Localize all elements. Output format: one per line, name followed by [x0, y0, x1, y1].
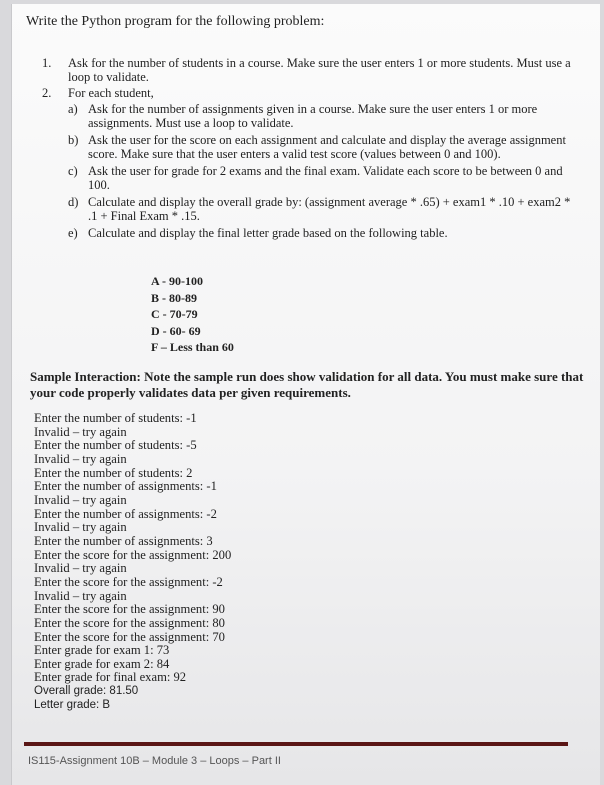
grade-table	[151, 273, 234, 356]
sub-item-text: Ask for the number of assignments given in a course. Make sure the user enters 1 or more assignments. Must use a loop to validate.	[88, 102, 538, 130]
output-line: Enter the score for the assignment: -2	[34, 574, 223, 589]
sub-item-text: Ask the user for grade for 2 exams and the final exam. Validate each score to be between 0 and 100.	[88, 164, 563, 192]
item-number: 1.	[42, 56, 52, 70]
sub-item-text: Ask the user for the score on each assignment and calculate and display the average assignment score. Make sure that the user enters a valid test score (values between 0 and 100).	[88, 133, 566, 161]
output-line: Invalid – try again	[34, 561, 127, 576]
output-line: Enter the number of students: 2	[34, 465, 193, 480]
grade-row: A - 90-100	[151, 274, 203, 288]
page-title: Write the Python program for the following problem:	[26, 14, 325, 29]
grade-row: C - 70-79	[151, 307, 198, 322]
output-line: Enter the number of students: -5	[34, 438, 197, 453]
output-line: Enter the number of assignments: -2	[34, 506, 217, 521]
output-line: Enter the score for the assignment: 200	[34, 547, 232, 562]
sub-item-letter: b)	[68, 133, 79, 147]
grade-row: D - 60- 69	[151, 323, 201, 338]
grade-row: B - 80-89	[151, 290, 197, 305]
output-line: Enter the number of students: -1	[34, 411, 197, 425]
sub-item-letter: d)	[68, 195, 79, 209]
output-line: Enter the score for the assignment: 80	[34, 615, 225, 630]
footer-rule	[24, 742, 568, 746]
sub-item	[68, 226, 582, 240]
output-line: Invalid – try again	[34, 520, 127, 535]
output-line: Invalid – try again	[34, 588, 127, 603]
output-line: Overall grade: 81.50	[34, 685, 139, 698]
footer-text: IS115-Assignment 10B – Module 3 – Loops – Part II	[28, 755, 281, 767]
sub-list	[68, 102, 582, 240]
list-item	[42, 86, 582, 100]
list-item	[42, 56, 582, 84]
sub-item	[68, 164, 582, 192]
grade-row: F – Less than 60	[151, 340, 234, 355]
output-line: Enter the score for the assignment: 70	[34, 629, 225, 644]
item-text: Ask for the number of students in a course. Make sure the user enters 1 or more students. Must use a loop to validate.	[68, 56, 571, 84]
sub-item-text: Calculate and display the final letter grade based on the following table.	[88, 226, 448, 240]
sub-item	[68, 195, 582, 223]
output-line: Invalid – try again	[34, 492, 127, 507]
sample-output	[34, 412, 231, 712]
requirements-list	[42, 56, 582, 243]
item-text: For each student,	[68, 86, 154, 100]
output-line: Enter grade for exam 2: 84	[34, 656, 170, 671]
sub-item-letter: e)	[68, 226, 78, 240]
sub-item-text: Calculate and display the overall grade by: (assignment average * .65) + exam1 * .10 + exam2 * .1 + Final Exam * .15.	[88, 195, 571, 223]
output-line: Enter the number of assignments: 3	[34, 533, 213, 548]
item-number: 2.	[42, 86, 52, 100]
output-line: Enter grade for final exam: 92	[34, 670, 187, 685]
sub-item	[68, 102, 582, 130]
sample-heading: Sample Interaction: Note the sample run does show validation for all data. You must make sure that your code properly validates data per given requirements.	[30, 369, 584, 400]
sub-item	[68, 133, 582, 161]
output-line: Enter the number of assignments: -1	[34, 479, 217, 494]
sub-item-letter: a)	[68, 102, 78, 116]
output-line: Enter grade for exam 1: 73	[34, 643, 170, 658]
output-line: Invalid – try again	[34, 451, 127, 466]
sub-item-letter: c)	[68, 164, 78, 178]
output-line: Letter grade: B	[34, 698, 111, 711]
document-page	[12, 4, 600, 785]
output-line: Enter the score for the assignment: 90	[34, 602, 225, 617]
output-line: Invalid – try again	[34, 424, 127, 439]
